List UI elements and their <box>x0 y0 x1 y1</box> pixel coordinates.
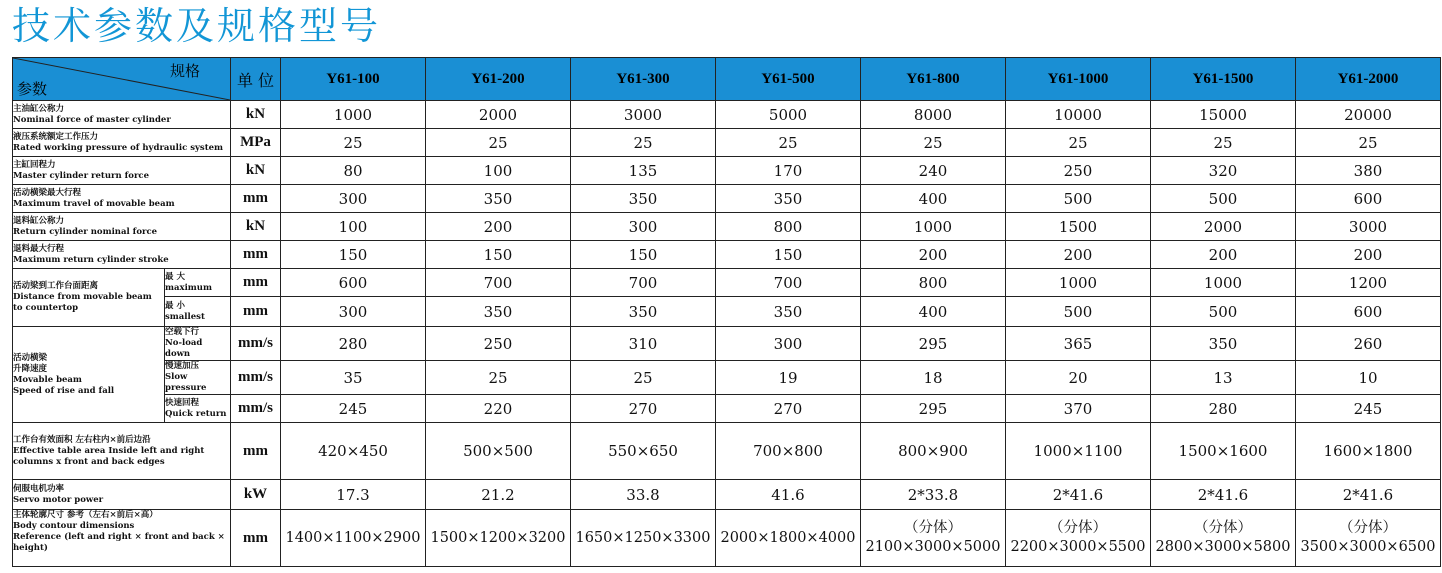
value-cell <box>281 510 426 567</box>
value-cell: 420×450 <box>281 423 426 480</box>
value-cell: 1200 <box>1296 269 1441 297</box>
value-cell: 3000 <box>571 101 716 129</box>
value-cell: 19 <box>716 361 861 395</box>
value-cell: 1000×1100 <box>1006 423 1151 480</box>
model-header: Y61-100 <box>281 58 426 101</box>
value-main: 1400×1100×2900 <box>285 529 421 546</box>
unit-cell: mm <box>231 241 281 269</box>
unit-header: 单 位 <box>231 58 281 101</box>
value-cell: 1600×1800 <box>1296 423 1441 480</box>
value-cell: 200 <box>861 241 1006 269</box>
value-cell: 25 <box>1296 129 1441 157</box>
value-main: 3500×3000×6500 <box>1300 539 1436 555</box>
value-cell: 1000 <box>861 213 1006 241</box>
value-cell: 20000 <box>1296 101 1441 129</box>
sub-param-en: Slow pressure <box>165 372 207 393</box>
sub-param-cn: 空载下行 <box>165 327 200 337</box>
value-cell: 41.6 <box>716 480 861 510</box>
value-cell: 25 <box>571 361 716 395</box>
value-cell: 550×650 <box>571 423 716 480</box>
param-cn: 工作台有效面积 左右柱内×前后边沿 <box>13 434 151 445</box>
page-title: 技术参数及规格型号 <box>12 4 382 48</box>
param-en: Master cylinder return force <box>13 170 150 181</box>
param-cell <box>13 129 231 157</box>
value-cell: 700 <box>426 269 571 297</box>
value-cell: 25 <box>571 129 716 157</box>
sub-param-cn: 快速回程 <box>165 397 200 408</box>
value-cell: 300 <box>571 213 716 241</box>
value-cell: 245 <box>281 395 426 423</box>
value-cell: 250 <box>426 327 571 361</box>
table-row <box>13 361 1441 395</box>
value-cell <box>1006 510 1151 567</box>
value-cell <box>716 510 861 567</box>
value-cell: 295 <box>861 395 1006 423</box>
param-cell <box>13 157 231 185</box>
value-note: （分体） <box>904 520 962 536</box>
value-note: （分体） <box>1194 520 1252 536</box>
value-cell: 170 <box>716 157 861 185</box>
value-cell: 5000 <box>716 101 861 129</box>
value-cell: 25 <box>861 129 1006 157</box>
value-cell: 1000 <box>1006 269 1151 297</box>
value-cell: 200 <box>1151 241 1296 269</box>
model-header: Y61-1000 <box>1006 58 1151 101</box>
table-row <box>13 241 1441 269</box>
sub-param-en: Quick return <box>165 408 227 419</box>
value-note: （分体） <box>1339 520 1397 536</box>
value-cell: 300 <box>281 297 426 327</box>
value-cell: 380 <box>1296 157 1441 185</box>
param-en: Reference (left and right × front and back × height) <box>13 532 225 553</box>
param-cn: 主体轮廓尺寸 参考（左右×前后×高） <box>13 510 158 520</box>
value-cell: 500×500 <box>426 423 571 480</box>
value-cell: 500 <box>1006 297 1151 327</box>
value-cell: 3000 <box>1296 213 1441 241</box>
value-cell: 200 <box>426 213 571 241</box>
value-cell: 310 <box>571 327 716 361</box>
table-row <box>13 269 1441 297</box>
value-cell: 1500×1600 <box>1151 423 1296 480</box>
value-cell: 500 <box>1151 185 1296 213</box>
value-cell: 2*41.6 <box>1006 480 1151 510</box>
value-cell: 35 <box>281 361 426 395</box>
value-cell <box>861 510 1006 567</box>
value-cell: 800 <box>716 213 861 241</box>
unit-cell: mm/s <box>231 395 281 423</box>
value-cell: 280 <box>1151 395 1296 423</box>
value-cell: 320 <box>1151 157 1296 185</box>
param-en: Maximum travel of movable beam <box>13 198 175 209</box>
sub-param-cell <box>165 361 231 395</box>
unit-cell: mm <box>231 185 281 213</box>
param-cn: 液压系统额定工作压力 <box>13 131 99 142</box>
value-cell <box>1151 510 1296 567</box>
param-cell <box>13 423 231 480</box>
value-cell: 150 <box>716 241 861 269</box>
value-cell: 150 <box>571 241 716 269</box>
table-row <box>13 185 1441 213</box>
value-cell: 135 <box>571 157 716 185</box>
value-cell: 270 <box>716 395 861 423</box>
table-row <box>13 395 1441 423</box>
value-cell: 295 <box>861 327 1006 361</box>
value-cell: 300 <box>281 185 426 213</box>
param-en: Body contour dimensions <box>13 521 135 531</box>
value-cell: 25 <box>1006 129 1151 157</box>
param-cell <box>13 510 231 567</box>
value-cell: 800×900 <box>861 423 1006 480</box>
value-cell: 600 <box>281 269 426 297</box>
param-cn: 活动横梁最大行程 <box>13 187 82 198</box>
param-cn: 退料最大行程 <box>13 243 65 254</box>
param-en: Movable beam <box>13 374 82 385</box>
header-row <box>13 58 1441 101</box>
value-cell: 600 <box>1296 297 1441 327</box>
param-cell <box>13 101 231 129</box>
param-en: Nominal force of master cylinder <box>13 114 171 125</box>
param-cn: 伺服电机功率 <box>13 483 65 494</box>
model-header: Y61-1500 <box>1151 58 1296 101</box>
unit-cell: kN <box>231 157 281 185</box>
value-cell: 10000 <box>1006 101 1151 129</box>
unit-cell: mm <box>231 510 281 567</box>
value-main: 1500×1200×3200 <box>430 529 566 546</box>
value-note: （分体） <box>1049 520 1107 536</box>
model-header: Y61-500 <box>716 58 861 101</box>
table-row <box>13 101 1441 129</box>
value-main: 2000×1800×4000 <box>720 529 856 546</box>
unit-cell: mm/s <box>231 327 281 361</box>
value-cell: 700 <box>716 269 861 297</box>
value-cell: 400 <box>861 185 1006 213</box>
value-cell: 220 <box>426 395 571 423</box>
sub-param-cell <box>165 269 231 297</box>
value-cell: 350 <box>716 297 861 327</box>
value-cell: 250 <box>1006 157 1151 185</box>
value-cell: 240 <box>861 157 1006 185</box>
value-cell: 500 <box>1151 297 1296 327</box>
value-main: 2200×3000×5500 <box>1010 539 1146 555</box>
value-cell: 365 <box>1006 327 1151 361</box>
value-cell: 700 <box>571 269 716 297</box>
value-cell: 2*33.8 <box>861 480 1006 510</box>
value-main: 2800×3000×5800 <box>1155 539 1291 555</box>
param-cn: 活动梁到工作台面距离 <box>13 281 99 291</box>
model-header: Y61-800 <box>861 58 1006 101</box>
sub-param-cn: 最 大 <box>165 271 185 282</box>
sub-param-cn: 慢速加压 <box>165 361 200 371</box>
value-cell: 1000 <box>1151 269 1296 297</box>
value-cell: 2*41.6 <box>1296 480 1441 510</box>
unit-cell: mm <box>231 297 281 327</box>
value-cell: 13 <box>1151 361 1296 395</box>
spec-label: 规格 <box>169 62 200 80</box>
value-cell: 260 <box>1296 327 1441 361</box>
value-cell: 1000 <box>281 101 426 129</box>
table-row <box>13 297 1441 327</box>
table-row <box>13 510 1441 567</box>
table-row <box>13 327 1441 361</box>
value-cell: 350 <box>426 297 571 327</box>
value-cell: 25 <box>1151 129 1296 157</box>
value-cell: 33.8 <box>571 480 716 510</box>
value-cell: 1500 <box>1006 213 1151 241</box>
sub-param-cell <box>165 395 231 423</box>
value-cell: 2*41.6 <box>1151 480 1296 510</box>
unit-cell: kN <box>231 213 281 241</box>
sub-param-cn: 最 小 <box>165 300 185 311</box>
value-cell: 150 <box>426 241 571 269</box>
value-cell: 200 <box>1006 241 1151 269</box>
value-cell: 25 <box>426 129 571 157</box>
value-cell: 150 <box>281 241 426 269</box>
value-cell: 100 <box>281 213 426 241</box>
unit-cell: mm <box>231 269 281 297</box>
sub-param-en: smallest <box>165 311 205 322</box>
corner-header-cell <box>13 58 231 101</box>
value-cell: 25 <box>716 129 861 157</box>
value-cell: 350 <box>716 185 861 213</box>
value-cell: 25 <box>426 361 571 395</box>
value-cell <box>426 510 571 567</box>
param-cn: 主缸回程力 <box>13 159 56 170</box>
value-cell: 350 <box>1151 327 1296 361</box>
value-cell: 600 <box>1296 185 1441 213</box>
model-header: Y61-200 <box>426 58 571 101</box>
table-row <box>13 480 1441 510</box>
value-cell: 2000 <box>426 101 571 129</box>
value-cell <box>1296 510 1441 567</box>
param-cell <box>13 480 231 510</box>
value-cell: 350 <box>571 185 716 213</box>
unit-cell: MPa <box>231 129 281 157</box>
param-label: 参数 <box>17 80 48 98</box>
value-cell: 280 <box>281 327 426 361</box>
param-cn: 升降速度 <box>13 363 48 374</box>
value-cell: 270 <box>571 395 716 423</box>
value-cell <box>571 510 716 567</box>
sub-param-cell <box>165 297 231 327</box>
param-en: Speed of rise and fall <box>13 385 115 396</box>
value-cell: 21.2 <box>426 480 571 510</box>
value-cell: 400 <box>861 297 1006 327</box>
value-cell: 15000 <box>1151 101 1296 129</box>
sub-param-en: maximum <box>165 282 212 293</box>
unit-cell: mm <box>231 423 281 480</box>
param-cn: 主油缸公称力 <box>13 103 65 114</box>
param-en: Distance from movable beam to countertop <box>13 292 152 313</box>
value-cell: 8000 <box>861 101 1006 129</box>
table-row <box>13 213 1441 241</box>
value-cell: 300 <box>716 327 861 361</box>
value-cell: 80 <box>281 157 426 185</box>
param-cn: 活动横梁 <box>13 352 48 363</box>
param-cell <box>13 213 231 241</box>
param-cell <box>13 269 165 327</box>
model-header: Y61-2000 <box>1296 58 1441 101</box>
value-cell: 350 <box>426 185 571 213</box>
param-cn: 退料缸公称力 <box>13 215 65 226</box>
param-cell <box>13 327 165 423</box>
param-en: Effective table area Inside left and right columns x front and back edges <box>13 445 205 467</box>
value-cell: 25 <box>281 129 426 157</box>
value-cell: 800 <box>861 269 1006 297</box>
table-row <box>13 423 1441 480</box>
param-en: Return cylinder nominal force <box>13 226 158 237</box>
table-row <box>13 157 1441 185</box>
sub-param-en: No-load down <box>165 338 203 359</box>
spec-table <box>12 57 1441 567</box>
unit-cell: kN <box>231 101 281 129</box>
value-cell: 10 <box>1296 361 1441 395</box>
value-cell: 200 <box>1296 241 1441 269</box>
param-cell <box>13 241 231 269</box>
value-cell: 100 <box>426 157 571 185</box>
value-cell: 370 <box>1006 395 1151 423</box>
unit-cell: mm/s <box>231 361 281 395</box>
value-cell: 700×800 <box>716 423 861 480</box>
model-header: Y61-300 <box>571 58 716 101</box>
sub-param-cell <box>165 327 231 361</box>
unit-cell: kW <box>231 480 281 510</box>
value-cell: 245 <box>1296 395 1441 423</box>
value-cell: 20 <box>1006 361 1151 395</box>
value-main: 1650×1250×3300 <box>575 529 711 546</box>
value-cell: 500 <box>1006 185 1151 213</box>
param-en: Servo motor power <box>13 494 104 505</box>
value-cell: 17.3 <box>281 480 426 510</box>
param-en: Rated working pressure of hydraulic system <box>13 142 224 153</box>
table-row <box>13 129 1441 157</box>
value-main: 2100×3000×5000 <box>865 539 1001 555</box>
param-cell <box>13 185 231 213</box>
param-en: Maximum return cylinder stroke <box>13 254 169 265</box>
value-cell: 350 <box>571 297 716 327</box>
value-cell: 2000 <box>1151 213 1296 241</box>
value-cell: 18 <box>861 361 1006 395</box>
